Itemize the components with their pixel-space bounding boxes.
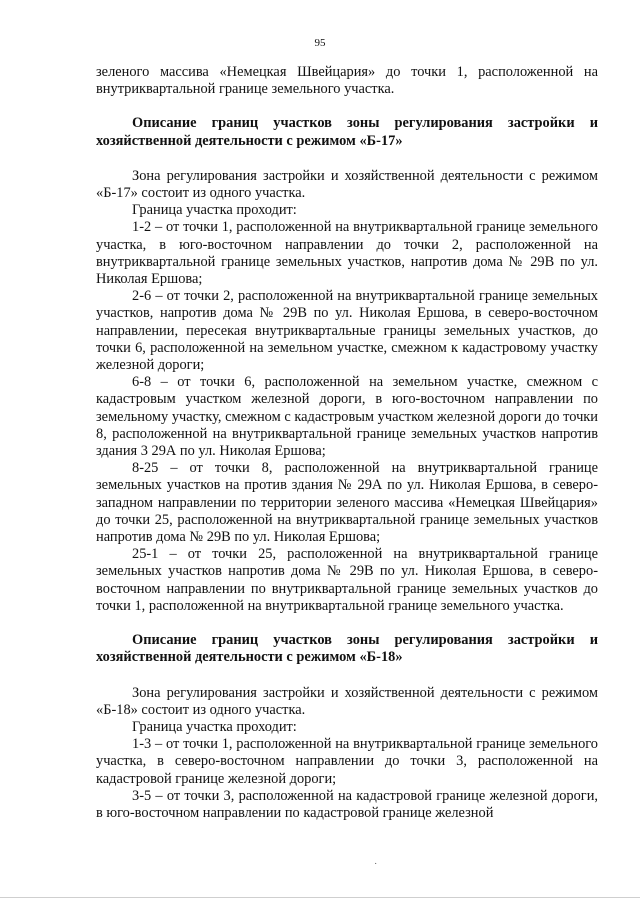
paragraph-boundary-label: Граница участка проходит: bbox=[132, 718, 297, 735]
page-body bbox=[96, 64, 598, 822]
paragraph-segment-25-1: 25-1 – от точки 25, расположенной на внутриквартальной границе земельных участков напротив дома № 29В по ул. Николая Ершова, в северо-восточном направлении по внутриквартальной границе земельных участков до точки 1, расположенной на внутриквартальной границе земельного участка. bbox=[96, 546, 598, 614]
page-number: 95 bbox=[314, 37, 326, 49]
paragraph-segment-6-8: 6-8 – от точки 6, расположенной на земельном участке, смежном с кадастровым участком железной дороги, в юго-восточном направлении по земельному участку, смежном с кадастровым участком железной дороги до точки 8, расположенной на внутриквартальной границе земельных участков напротив здания 3 29А по ул. Николая Ершова; bbox=[96, 374, 598, 460]
paragraph-boundary-label: Граница участка проходит: bbox=[132, 202, 297, 219]
paragraph-segment-1-3: 1-3 – от точки 1, расположенной на внутриквартальной границе земельного участка, в северо-восточном направлении до точки 3, расположенной на кадастровой границе железной дороги; bbox=[96, 736, 598, 787]
paragraph-segment-2-6: 2-6 – от точки 2, расположенной на внутриквартальной границе земельных участков, напротив дома № 29В по ул. Николая Ершова, в северо-восточном направлении, пересекая внутриквартальные границы земельных участков, до точки 6, расположенной на земельном участке, смежном к кадастровому участку железной дороги; bbox=[96, 288, 598, 374]
paragraph-zone-b17-intro: Зона регулирования застройки и хозяйственной деятельности с режимом «Б-17» состоит из одного участка. bbox=[96, 167, 598, 202]
paragraph-segment-3-5: 3-5 – от точки 3, расположенной на кадастровой границе железной дороги, в юго-восточном направлении по кадастровой границе железной bbox=[96, 787, 598, 821]
section-heading-b18: Описание границ участков зоны регулирования застройки и хозяйственной деятельности с режимом «Б-18» bbox=[96, 632, 598, 666]
scan-speck: ˙ bbox=[374, 862, 378, 873]
paragraph-segment-1-2: 1-2 – от точки 1, расположенной на внутриквартальной границе земельного участка, в юго-восточном направлении до точки 2, расположенной на внутриквартальной границе земельных участков, напротив дома № 29В по ул. Николая Ершова; bbox=[96, 219, 598, 288]
section-heading-b17: Описание границ участков зоны регулирования застройки и хозяйственной деятельности с режимом «Б-17» bbox=[96, 115, 598, 149]
scan-edge-line bbox=[0, 897, 640, 898]
paragraph-continuation: зеленого массива «Немецкая Швейцария» до точки 1, расположенной на внутриквартальной границе земельного участка. bbox=[96, 64, 598, 98]
paragraph-segment-8-25: 8-25 – от точки 8, расположенной на внутриквартальной границе земельных участков на против здания № 29А по ул. Николая Ершова, в северо-западном направлении по территории зеленого массива «Немецкая Швейцария» до точки 25, расположенной на внутриквартальной границе земельных участков напротив дома № 29В по ул. Николая Ершова; bbox=[96, 460, 598, 546]
paragraph-zone-b18-intro: Зона регулирования застройки и хозяйственной деятельности с режимом «Б-18» состоит из одного участка. bbox=[96, 684, 598, 718]
